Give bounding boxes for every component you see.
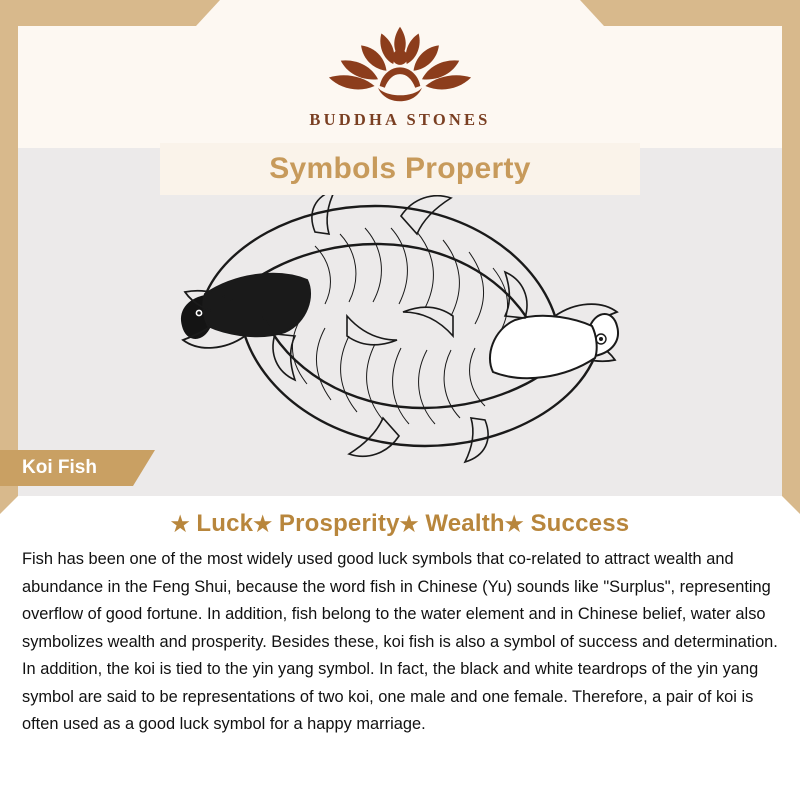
brand-name: BUDDHA STONES bbox=[309, 110, 491, 129]
keyword-success: Success bbox=[523, 510, 630, 537]
two-koi-fish-yin-yang-illustration bbox=[165, 176, 635, 476]
left-edge-tip-decoration bbox=[0, 496, 18, 514]
lotus-meditation-icon bbox=[315, 20, 485, 108]
star-icon: ★ bbox=[253, 513, 273, 536]
keyword-luck: Luck bbox=[189, 510, 254, 537]
keyword-wealth: Wealth bbox=[418, 510, 505, 537]
top-right-corner-decoration bbox=[604, 0, 800, 26]
right-edge-decoration bbox=[782, 26, 800, 496]
right-edge-tip-decoration bbox=[782, 496, 800, 514]
description-paragraph: Fish has been one of the most widely used good luck symbols that co-related to attract wealth and abundance in the Feng Shui, because the word fish in Chinese (Yu) sounds like "Surplus", representing overflow of good fortune. In addition, fish belong to the water element and in Chinese belief, water also symbolizes wealth and prosperity. Besides these, koi fish is also a symbol of success and determination. In addition, the koi is tied to the yin yang symbol. In fact, the black and white teardrops of the yin yang symbol are said to be representations of two koi, one male and one female. Therefore, a pair of koi is often used as a good luck symbol for a happy marriage. bbox=[22, 550, 778, 734]
section-label-text: Koi Fish bbox=[22, 457, 97, 478]
page-title: Symbols Property bbox=[269, 152, 531, 185]
star-icon: ★ bbox=[399, 513, 419, 536]
keyword-list bbox=[22, 510, 778, 538]
content-area bbox=[0, 496, 800, 800]
section-label-tab bbox=[0, 450, 133, 486]
title-banner bbox=[160, 143, 640, 195]
top-left-corner-decoration bbox=[0, 0, 196, 26]
star-icon: ★ bbox=[170, 513, 190, 536]
hero-image-area bbox=[18, 148, 782, 496]
left-edge-decoration bbox=[0, 26, 18, 496]
keyword-prosperity: Prosperity bbox=[272, 510, 400, 537]
star-icon: ★ bbox=[504, 513, 524, 536]
